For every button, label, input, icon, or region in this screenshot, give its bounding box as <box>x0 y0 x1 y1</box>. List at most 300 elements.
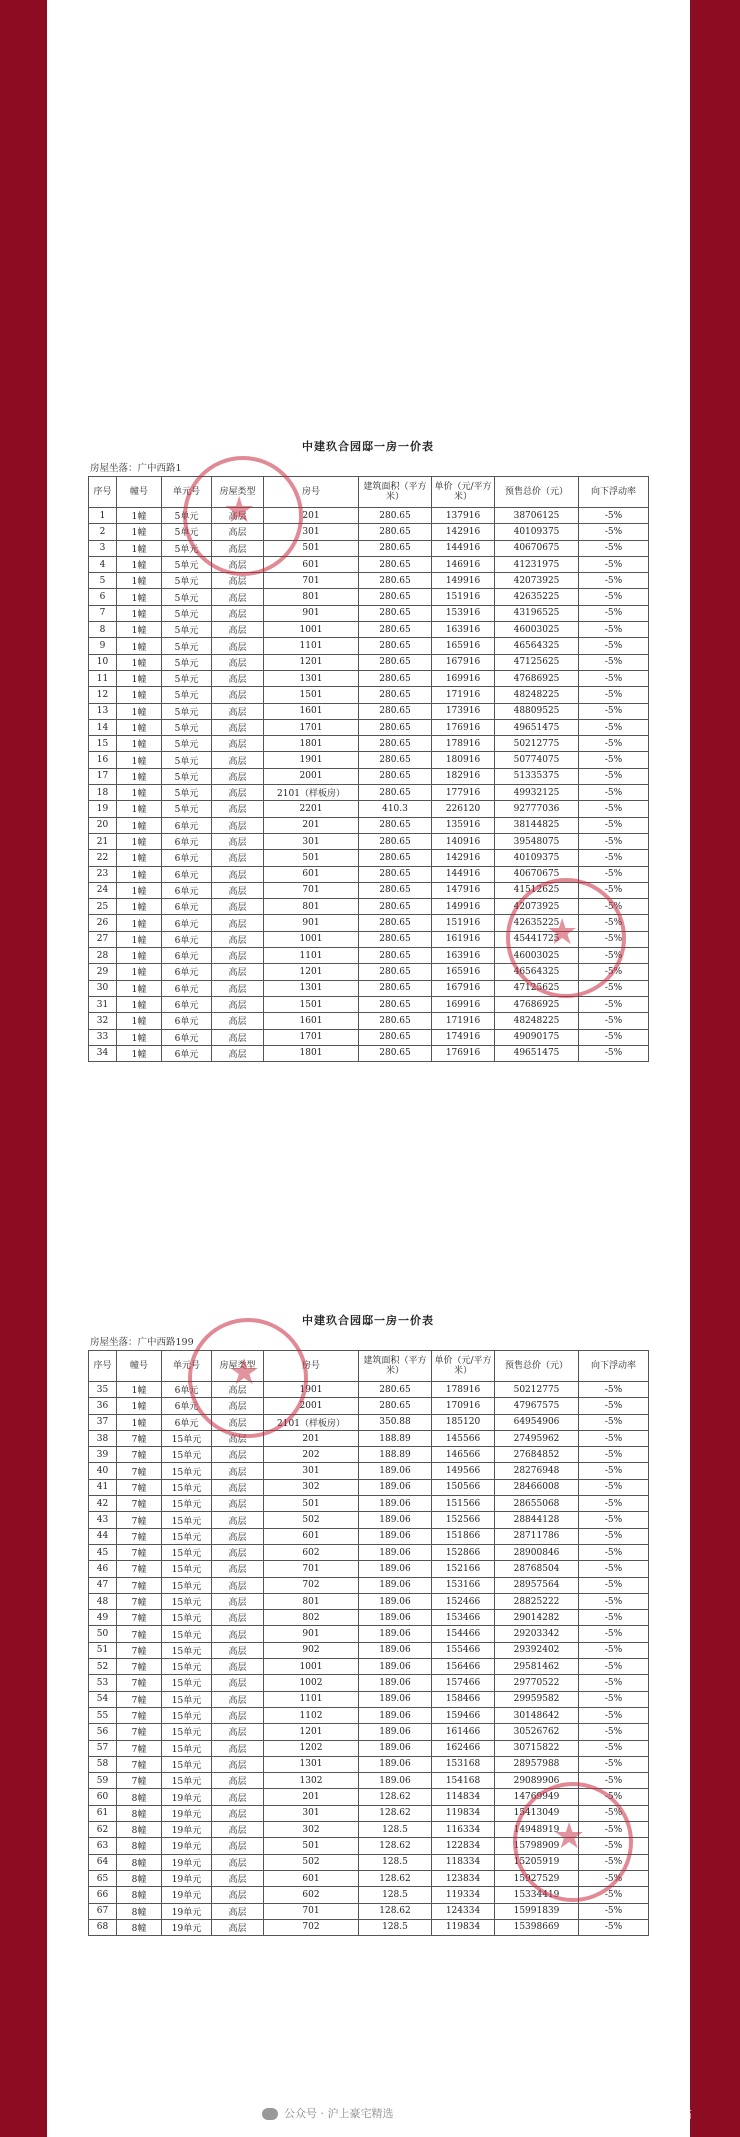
table-row <box>89 801 649 817</box>
wechat-label <box>262 2105 394 2121</box>
table-cell: 901 <box>264 1626 359 1642</box>
table-cell: 35 <box>89 1382 117 1398</box>
table-cell: 119834 <box>432 1919 495 1935</box>
table-row <box>89 882 649 898</box>
table-cell: 602 <box>264 1544 359 1560</box>
table-cell: 151566 <box>432 1496 495 1512</box>
table-cell: 27684852 <box>495 1447 579 1463</box>
table-cell: 38 <box>89 1430 117 1446</box>
table-cell: 280.65 <box>359 996 432 1012</box>
table-cell: 7幢 <box>117 1593 162 1609</box>
table-cell: 高层 <box>212 1691 264 1707</box>
table-cell: -5% <box>579 1724 649 1740</box>
table-cell: 19单元 <box>162 1919 212 1935</box>
table-cell: 280.65 <box>359 1398 432 1414</box>
table-cell: 1201 <box>264 654 359 670</box>
table-row <box>89 1870 649 1886</box>
table-cell: 19单元 <box>162 1838 212 1854</box>
table-cell: 高层 <box>212 1789 264 1805</box>
table-cell: 高层 <box>212 1479 264 1495</box>
table-cell: 8幢 <box>117 1805 162 1821</box>
table-cell: 高层 <box>212 1642 264 1658</box>
table-cell: 189.06 <box>359 1479 432 1495</box>
table-cell: -5% <box>579 1398 649 1414</box>
table-cell: 高层 <box>212 996 264 1012</box>
table-cell: 2201 <box>264 801 359 817</box>
table-cell: 202 <box>264 1447 359 1463</box>
table-cell: 61 <box>89 1805 117 1821</box>
table-row <box>89 931 649 947</box>
table-row <box>89 1887 649 1903</box>
table-cell: 801 <box>264 899 359 915</box>
table-cell: 7幢 <box>117 1430 162 1446</box>
table-cell: 45441725 <box>495 931 579 947</box>
table-cell: 29770522 <box>495 1675 579 1691</box>
table-cell: 189.06 <box>359 1642 432 1658</box>
table-cell: 高层 <box>212 1724 264 1740</box>
table-cell: -5% <box>579 1707 649 1723</box>
table-cell: -5% <box>579 508 649 524</box>
table-row <box>89 850 649 866</box>
table-cell: 188.89 <box>359 1447 432 1463</box>
table-cell: 7幢 <box>117 1659 162 1675</box>
table-cell: 18 <box>89 785 117 801</box>
column-header: 幢号 <box>117 1351 162 1382</box>
table-row <box>89 622 649 638</box>
table-cell: 150566 <box>432 1479 495 1495</box>
table-cell: 137916 <box>432 508 495 524</box>
table-cell: 280.65 <box>359 931 432 947</box>
table-row <box>89 1610 649 1626</box>
table-cell: 1101 <box>264 948 359 964</box>
table-cell: 15单元 <box>162 1740 212 1756</box>
table-cell: 7幢 <box>117 1561 162 1577</box>
table-cell: 高层 <box>212 1626 264 1642</box>
table-row <box>89 996 649 1012</box>
table-cell: 42073925 <box>495 899 579 915</box>
table-cell: 46003025 <box>495 948 579 964</box>
table-cell: 47 <box>89 1577 117 1593</box>
table-cell: 185120 <box>432 1414 495 1430</box>
table-cell: 28655068 <box>495 1496 579 1512</box>
table-cell: 15798909 <box>495 1838 579 1854</box>
table-cell: 8幢 <box>117 1919 162 1935</box>
table-cell: 7幢 <box>117 1447 162 1463</box>
sheet-title: 中建玖合园邸一房一价表 <box>302 1314 434 1327</box>
table-cell: 19单元 <box>162 1854 212 1870</box>
table-cell: 高层 <box>212 1544 264 1560</box>
table-cell: 149566 <box>432 1463 495 1479</box>
table-cell: 1幢 <box>117 605 162 621</box>
table-cell: 151916 <box>432 589 495 605</box>
table-cell: 6单元 <box>162 882 212 898</box>
table-row <box>89 1045 649 1061</box>
column-header: 预售总价（元） <box>495 477 579 508</box>
table-cell: 46 <box>89 1561 117 1577</box>
table-cell: 高层 <box>212 1805 264 1821</box>
table-cell: 62 <box>89 1822 117 1838</box>
table-cell: 135916 <box>432 817 495 833</box>
table-row <box>89 833 649 849</box>
table-cell: 15单元 <box>162 1561 212 1577</box>
table-cell: 高层 <box>212 1029 264 1045</box>
table-cell: 280.65 <box>359 589 432 605</box>
table-cell: 6单元 <box>162 833 212 849</box>
table-cell: 601 <box>264 556 359 572</box>
table-cell: 高层 <box>212 899 264 915</box>
table-cell: 189.06 <box>359 1626 432 1642</box>
table-cell: 64954906 <box>495 1414 579 1430</box>
table-cell: 189.06 <box>359 1724 432 1740</box>
table-cell: 189.06 <box>359 1773 432 1789</box>
table-cell: -5% <box>579 801 649 817</box>
table-cell: 38144825 <box>495 817 579 833</box>
table-cell: 20 <box>89 817 117 833</box>
table-cell: 1幢 <box>117 752 162 768</box>
table-cell: 14948919 <box>495 1822 579 1838</box>
table-cell: 180916 <box>432 752 495 768</box>
table-cell: 6单元 <box>162 1414 212 1430</box>
table-cell: 701 <box>264 573 359 589</box>
table-cell: 801 <box>264 589 359 605</box>
table-row <box>89 670 649 686</box>
table-cell: 49932125 <box>495 785 579 801</box>
table-cell: -5% <box>579 833 649 849</box>
table-cell: 410.3 <box>359 801 432 817</box>
table-cell: 167916 <box>432 654 495 670</box>
table-cell: 153168 <box>432 1756 495 1772</box>
column-header: 单价（元/平方米） <box>432 477 495 508</box>
table-cell: 189.06 <box>359 1659 432 1675</box>
table-cell: 高层 <box>212 768 264 784</box>
table-cell: 41231975 <box>495 556 579 572</box>
table-cell: 高层 <box>212 638 264 654</box>
table-cell: 19 <box>89 801 117 817</box>
table-cell: 501 <box>264 1838 359 1854</box>
table-cell: 280.65 <box>359 1382 432 1398</box>
table-cell: 8幢 <box>117 1903 162 1919</box>
table-cell: 1幢 <box>117 1029 162 1045</box>
table-cell: -5% <box>579 948 649 964</box>
table-cell: 280.65 <box>359 785 432 801</box>
table-cell: 178916 <box>432 1382 495 1398</box>
table-cell: 7幢 <box>117 1610 162 1626</box>
table-cell: 178916 <box>432 736 495 752</box>
table-cell: -5% <box>579 1789 649 1805</box>
table-cell: -5% <box>579 1822 649 1838</box>
table-cell: 55 <box>89 1707 117 1723</box>
table-row <box>89 1382 649 1398</box>
table-cell: 32 <box>89 1013 117 1029</box>
table-row <box>89 1414 649 1430</box>
table-cell: 142916 <box>432 850 495 866</box>
table-row <box>89 1805 649 1821</box>
table-row <box>89 540 649 556</box>
table-row <box>89 1740 649 1756</box>
table-cell: 28844128 <box>495 1512 579 1528</box>
table-cell: 高层 <box>212 1773 264 1789</box>
table-cell: 68 <box>89 1919 117 1935</box>
table-cell: 39548075 <box>495 833 579 849</box>
table-cell: 128.5 <box>359 1822 432 1838</box>
table-cell: 高层 <box>212 801 264 817</box>
table-cell: 8幢 <box>117 1870 162 1886</box>
table-cell: 1301 <box>264 670 359 686</box>
table-cell: 60 <box>89 1789 117 1805</box>
table-cell: 5单元 <box>162 719 212 735</box>
table-cell: 1幢 <box>117 996 162 1012</box>
table-row <box>89 1013 649 1029</box>
table-cell: 6单元 <box>162 1029 212 1045</box>
table-cell: 174916 <box>432 1029 495 1045</box>
table-cell: 高层 <box>212 1919 264 1935</box>
table-cell: 高层 <box>212 1430 264 1446</box>
table-cell: 1幢 <box>117 1045 162 1061</box>
table-cell: 7幢 <box>117 1675 162 1691</box>
table-cell: 1801 <box>264 736 359 752</box>
table-cell: 7幢 <box>117 1707 162 1723</box>
table-cell: -5% <box>579 1496 649 1512</box>
table-cell: -5% <box>579 1593 649 1609</box>
table-cell: 15单元 <box>162 1512 212 1528</box>
table-cell: 1幢 <box>117 817 162 833</box>
table-cell: 280.65 <box>359 964 432 980</box>
table-cell: 46564325 <box>495 638 579 654</box>
table-cell: 176916 <box>432 1045 495 1061</box>
table-cell: 28900846 <box>495 1544 579 1560</box>
table-cell: 144916 <box>432 866 495 882</box>
table-cell: 1001 <box>264 1659 359 1675</box>
table-cell: 48 <box>89 1593 117 1609</box>
table-row <box>89 1854 649 1870</box>
table-cell: 189.06 <box>359 1593 432 1609</box>
table-cell: 161916 <box>432 931 495 947</box>
table-cell: 350.88 <box>359 1414 432 1430</box>
table-cell: 128.62 <box>359 1870 432 1886</box>
table-cell: 6单元 <box>162 931 212 947</box>
table-cell: 601 <box>264 1528 359 1544</box>
table-cell: 1001 <box>264 622 359 638</box>
table-cell: 802 <box>264 1610 359 1626</box>
table-cell: 9 <box>89 638 117 654</box>
table-cell: 1801 <box>264 1045 359 1061</box>
table-cell: 701 <box>264 1561 359 1577</box>
table-cell: 173916 <box>432 703 495 719</box>
table-cell: 280.65 <box>359 736 432 752</box>
table-cell: 28768504 <box>495 1561 579 1577</box>
table-cell: 1幢 <box>117 670 162 686</box>
table-cell: 7幢 <box>117 1512 162 1528</box>
table-cell: 6单元 <box>162 915 212 931</box>
table-row <box>89 1707 649 1723</box>
table-cell: 3 <box>89 540 117 556</box>
table-cell: 1幢 <box>117 524 162 540</box>
table-cell: 1幢 <box>117 508 162 524</box>
table-cell: 1幢 <box>117 622 162 638</box>
table-cell: 1002 <box>264 1675 359 1691</box>
column-header: 房屋类型 <box>212 477 264 508</box>
table-cell: 31 <box>89 996 117 1012</box>
table-cell: 1幢 <box>117 1013 162 1029</box>
table-cell: 高层 <box>212 1382 264 1398</box>
table-row <box>89 1479 649 1495</box>
table-cell: 5单元 <box>162 524 212 540</box>
table-row <box>89 605 649 621</box>
table-cell: 高层 <box>212 589 264 605</box>
table-cell: 6单元 <box>162 948 212 964</box>
table-cell: 280.65 <box>359 605 432 621</box>
table-cell: 123834 <box>432 1870 495 1886</box>
table-cell: 189.06 <box>359 1528 432 1544</box>
table-cell: 5单元 <box>162 670 212 686</box>
table-cell: 1幢 <box>117 850 162 866</box>
table-cell: 7幢 <box>117 1479 162 1495</box>
table-cell: 7幢 <box>117 1626 162 1642</box>
table-cell: 128.5 <box>359 1854 432 1870</box>
table-cell: 170916 <box>432 1398 495 1414</box>
table-cell: 42 <box>89 1496 117 1512</box>
table-cell: 153916 <box>432 605 495 621</box>
table-cell: 23 <box>89 866 117 882</box>
table-cell: -5% <box>579 1740 649 1756</box>
table-cell: 280.65 <box>359 1045 432 1061</box>
table-cell: 140916 <box>432 833 495 849</box>
location-line: 房屋坐落：广中西路199 <box>90 1337 194 1348</box>
table-cell: 152166 <box>432 1561 495 1577</box>
table-cell: 高层 <box>212 1463 264 1479</box>
table-cell: 7幢 <box>117 1577 162 1593</box>
table-row <box>89 736 649 752</box>
table-cell: -5% <box>579 1659 649 1675</box>
table-cell: 8幢 <box>117 1854 162 1870</box>
table-cell: 15991839 <box>495 1903 579 1919</box>
table-row <box>89 915 649 931</box>
table-cell: 40109375 <box>495 524 579 540</box>
table-row <box>89 1496 649 1512</box>
table-cell: 8幢 <box>117 1822 162 1838</box>
table-cell: 152566 <box>432 1512 495 1528</box>
table-row <box>89 1919 649 1935</box>
table-cell: 189.06 <box>359 1561 432 1577</box>
table-cell: 40670675 <box>495 540 579 556</box>
table-cell: 146916 <box>432 556 495 572</box>
table-cell: 1201 <box>264 1724 359 1740</box>
table-cell: 128.5 <box>359 1919 432 1935</box>
table-cell: 高层 <box>212 850 264 866</box>
table-cell: 902 <box>264 1642 359 1658</box>
table-cell: 64 <box>89 1854 117 1870</box>
table-cell: 50774075 <box>495 752 579 768</box>
table-cell: 52 <box>89 1659 117 1675</box>
table-cell: 118334 <box>432 1854 495 1870</box>
table-cell: 40109375 <box>495 850 579 866</box>
table-cell: 29203342 <box>495 1626 579 1642</box>
table-cell: 49651475 <box>495 719 579 735</box>
table-cell: -5% <box>579 1029 649 1045</box>
table-cell: -5% <box>579 899 649 915</box>
table-cell: 30148642 <box>495 1707 579 1723</box>
table-cell: 158466 <box>432 1691 495 1707</box>
table-cell: -5% <box>579 605 649 621</box>
table-cell: 201 <box>264 1430 359 1446</box>
table-cell: 169916 <box>432 670 495 686</box>
table-cell: 8幢 <box>117 1789 162 1805</box>
table-cell: 92777036 <box>495 801 579 817</box>
location-line: 房屋坐落：广中西路1 <box>90 463 182 474</box>
table-cell: 1幢 <box>117 915 162 931</box>
table-cell: 1601 <box>264 1013 359 1029</box>
table-cell: -5% <box>579 1013 649 1029</box>
table-cell: -5% <box>579 1512 649 1528</box>
table-cell: 280.65 <box>359 866 432 882</box>
table-cell: 高层 <box>212 524 264 540</box>
table-cell: 189.06 <box>359 1512 432 1528</box>
table-cell: 144916 <box>432 540 495 556</box>
table-cell: 高层 <box>212 1707 264 1723</box>
table-cell: 5单元 <box>162 654 212 670</box>
table-row <box>89 866 649 882</box>
table-cell: 280.65 <box>359 687 432 703</box>
table-cell: 63 <box>89 1838 117 1854</box>
table-cell: 高层 <box>212 1414 264 1430</box>
table-cell: 51335375 <box>495 768 579 784</box>
table-cell: -5% <box>579 1045 649 1061</box>
table-cell: -5% <box>579 817 649 833</box>
table-body <box>89 1382 649 1936</box>
table-cell: 601 <box>264 866 359 882</box>
table-cell: 12 <box>89 687 117 703</box>
table-cell: 47125625 <box>495 654 579 670</box>
table-cell: 40670675 <box>495 866 579 882</box>
table-cell: 7幢 <box>117 1528 162 1544</box>
table-cell: 5单元 <box>162 736 212 752</box>
table-cell: 6单元 <box>162 1382 212 1398</box>
table-cell: 1幢 <box>117 866 162 882</box>
table-cell: 1幢 <box>117 573 162 589</box>
table-cell: 1701 <box>264 719 359 735</box>
table-cell: 159466 <box>432 1707 495 1723</box>
table-cell: 154168 <box>432 1773 495 1789</box>
table-cell: 2101（样板房） <box>264 1414 359 1430</box>
table-cell: 901 <box>264 915 359 931</box>
table-cell: 1501 <box>264 996 359 1012</box>
table-cell: 5单元 <box>162 508 212 524</box>
table-cell: 4 <box>89 556 117 572</box>
table-cell: 702 <box>264 1577 359 1593</box>
table-cell: 7幢 <box>117 1496 162 1512</box>
table-cell: 119334 <box>432 1887 495 1903</box>
table-cell: 高层 <box>212 1398 264 1414</box>
table-cell: 1幢 <box>117 882 162 898</box>
table-cell: 1幢 <box>117 736 162 752</box>
table-cell: 高层 <box>212 1561 264 1577</box>
table-cell: 高层 <box>212 866 264 882</box>
table-cell: -5% <box>579 1528 649 1544</box>
table-cell: 146566 <box>432 1447 495 1463</box>
table-cell: 65 <box>89 1870 117 1886</box>
table-cell: 7幢 <box>117 1463 162 1479</box>
table-cell: 1301 <box>264 980 359 996</box>
table-cell: 301 <box>264 524 359 540</box>
table-cell: 2001 <box>264 768 359 784</box>
table-cell: 128.62 <box>359 1805 432 1821</box>
table-cell: 201 <box>264 817 359 833</box>
table-cell: 171916 <box>432 1013 495 1029</box>
table-cell: 5单元 <box>162 785 212 801</box>
table-cell: 701 <box>264 1903 359 1919</box>
table-cell: 34 <box>89 1045 117 1061</box>
table-cell: -5% <box>579 670 649 686</box>
